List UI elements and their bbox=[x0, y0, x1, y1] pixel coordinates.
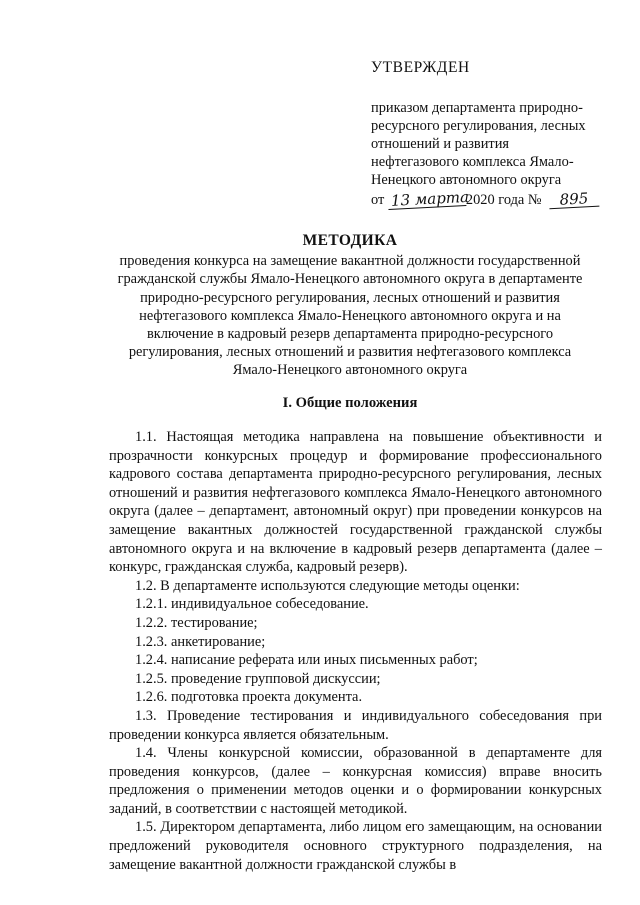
subtitle-line: нефтегазового комплекса Ямало-Ненецкого автономного округа и на bbox=[139, 307, 561, 324]
subtitle-line: регулирования, лесных отношений и развития нефтегазового комплекса bbox=[128, 344, 572, 361]
list-item: 1.2.5. проведение групповой дискуссии; bbox=[135, 670, 381, 687]
handwritten-order-number: 895 bbox=[549, 190, 600, 210]
document-heading bbox=[90, 232, 610, 380]
list-item: 1.2.3. анкетирование; bbox=[135, 633, 266, 650]
subtitle-line: Ямало-Ненецкого автономного округа bbox=[232, 362, 468, 379]
paragraph-1-5: 1.5. Директором департамента, либо лицом его замещающим, на основании предложений руководителя основного структурного подразделения, на замещение вакантной должности гражданской службы в bbox=[109, 819, 602, 873]
subtitle-line: проведения конкурса на замещение вакантной должности государственной bbox=[119, 253, 581, 270]
subtitle-line: включение в кадровый резерв департамента природно-ресурсного bbox=[146, 326, 554, 343]
approval-line: Ненецкого автономного округа bbox=[371, 172, 562, 188]
paragraph-1-3: 1.3. Проведение тестирования и индивидуального собеседования при проведении конкурса является обязательным. bbox=[109, 707, 602, 743]
approval-line: нефтегазового комплекса Ямало- bbox=[371, 154, 574, 170]
paragraph-1-1: 1.1. Настоящая методика направлена на повышение объективности и прозрачности конкурсных процедур и формирование профессионального кадрового состава департамента природно-ресурсного регулирования, лесных отношений и развития нефтегазового комплекса Ямало-Ненецкого автономного округа (далее – департамент, автономный округ) при проведении конкурсов на замещение вакантных должностей государственной гражданской службы автономного округа и на включение в кадровый резерв департамента (далее – конкурс, гражданская служба, кадровый резерв). bbox=[109, 429, 602, 576]
order-line bbox=[371, 187, 616, 210]
document-body bbox=[109, 428, 602, 874]
list-item: 1.2.6. подготовка проекта документа. bbox=[135, 689, 363, 706]
subtitle-line: гражданской службы Ямало-Ненецкого автономного округа в департаменте bbox=[117, 271, 583, 288]
section-heading: I. Общие положения bbox=[282, 395, 418, 411]
subtitle-line: природно-ресурсного регулирования, лесных отношений и развития bbox=[140, 289, 560, 306]
handwritten-order-date: 13 марта bbox=[388, 189, 467, 210]
order-year-text: 2020 года № bbox=[465, 192, 542, 208]
order-prefix: от bbox=[371, 192, 385, 208]
list-item: 1.2.2. тестирование; bbox=[135, 614, 258, 631]
paragraph-1-4: 1.4. Члены конкурсной комиссии, образованной в департаменте для проведения конкурсов, (далее – конкурсная комиссия) вправе вносить предложения о применении методов оценки и о формировании конкурсных заданий, в соответствии с настоящей методикой. bbox=[109, 745, 602, 817]
approval-line: приказом департамента природно- bbox=[371, 100, 583, 116]
approval-title: УТВЕРЖДЕН bbox=[371, 59, 470, 76]
list-item: 1.2.1. индивидуальное собеседование. bbox=[135, 596, 369, 613]
approval-block bbox=[371, 59, 616, 209]
approval-line: отношений и развития bbox=[371, 136, 510, 152]
approval-line: ресурсного регулирования, лесных bbox=[371, 118, 586, 134]
paragraph-1-2: 1.2. В департаменте используются следующие методы оценки: bbox=[135, 577, 520, 594]
list-item: 1.2.4. написание реферата или иных письменных работ; bbox=[135, 652, 478, 669]
document-title: МЕТОДИКА bbox=[302, 232, 398, 249]
